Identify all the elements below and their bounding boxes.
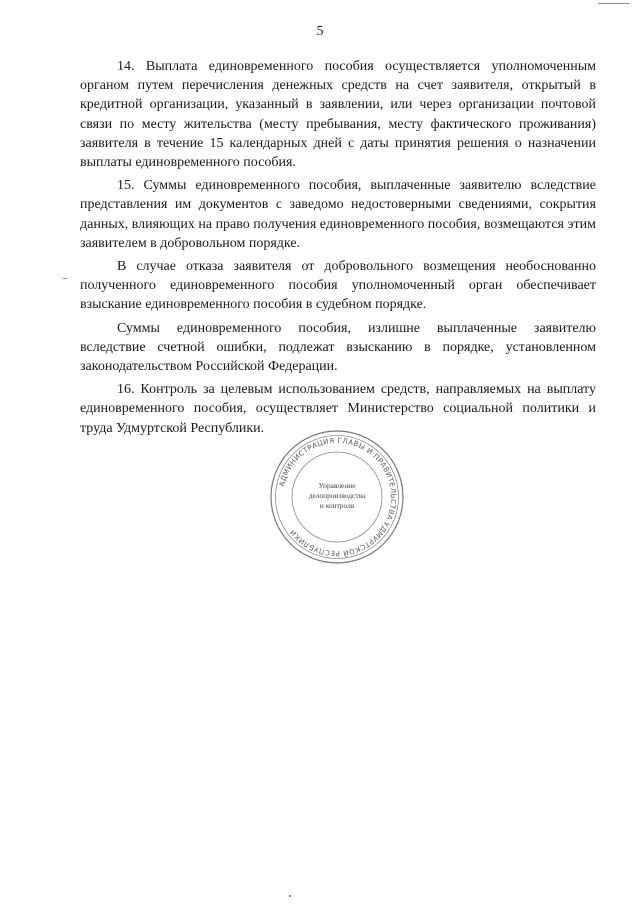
paragraph-15-refusal: В случае отказа заявителя от добровольного возмещения необоснованно полученного единовременного пособия уполномоченный орган обеспечивает взыскание единовременного пособия в судебном порядке. xyxy=(80,259,596,313)
official-seal-stamp xyxy=(268,428,406,566)
seal-center-line-2: делопроизводства xyxy=(308,491,366,500)
bottom-mark xyxy=(289,895,291,897)
top-edge-line xyxy=(598,3,630,4)
margin-speck xyxy=(63,278,67,279)
paragraph-15: 15. Суммы единовременного пособия, выплаченные заявителю вследствие представления им документов с заведомо недостоверными сведениями, сокрытия данных, влияющих на право получения единовременного пособия, возмещаются этим заявителем в добровольном порядке. xyxy=(80,178,596,251)
seal-graphic xyxy=(268,428,406,566)
page-number: 5 xyxy=(316,24,324,39)
paragraph-16: 16. Контроль за целевым использованием средств, направляемых на выплату единовременного пособия, осуществляет Министерство социальной политики и труда Удмуртской Республики. xyxy=(80,382,596,436)
paragraph-14: 14. Выплата единовременного пособия осуществляется уполномоченным органом путем перечисления денежных средств на счет заявителя, открытый в кредитной организации, указанный в заявлении, или через организации почтовой связи по месту жительства (месту пребывания, месту фактического проживания) заявителя в течение 15 календарных дней с даты принятия решения о назначении выплаты единовременного пособия. xyxy=(80,59,596,171)
paragraph-15-counting-error: Суммы единовременного пособия, излишне выплаченные заявителю вследствие счетной ошибки, подлежат взысканию в порядке, установленном законодательством Российской Федерации. xyxy=(80,320,596,375)
seal-ring-text: АДМИНИСТРАЦИЯ ГЛАВЫ И ПРАВИТЕЛЬСТВА УДМУРТСКОЙ РЕСПУБЛИКИ xyxy=(277,435,399,559)
document-body xyxy=(80,57,596,442)
seal-center-line-3: и контроля xyxy=(319,501,355,510)
seal-center-line-1: Управление xyxy=(318,481,356,490)
